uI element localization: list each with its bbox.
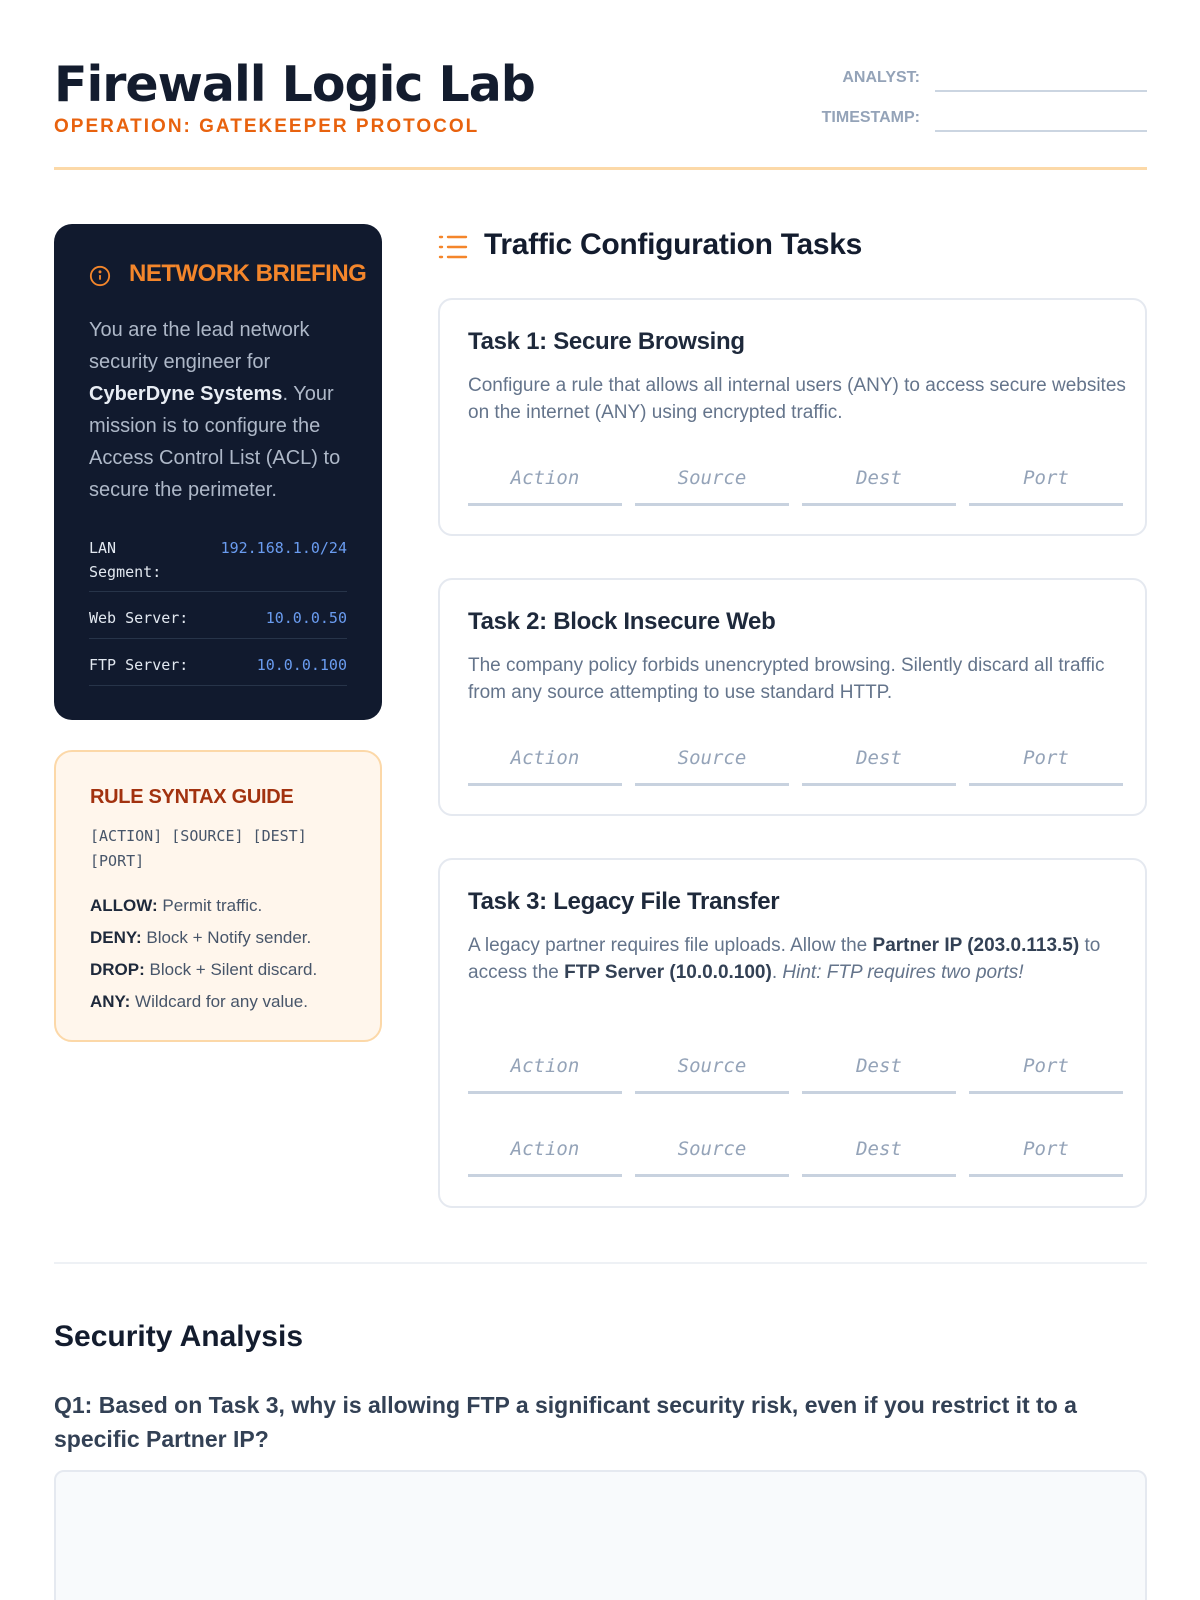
- rule-row: [468, 1038, 1124, 1094]
- dest-field[interactable]: Dest: [802, 730, 956, 786]
- task-desc-text: to access the: [468, 935, 1101, 983]
- source-field[interactable]: Source: [635, 1038, 789, 1094]
- rule-row: [468, 730, 1124, 786]
- syntax-term: ALLOW:: [90, 896, 158, 915]
- task-title: Task 1: Secure Browsing: [468, 328, 745, 355]
- syntax-desc: Wildcard for any value.: [130, 992, 308, 1011]
- dest-field[interactable]: Dest: [802, 1121, 956, 1177]
- briefing-text-end: . Your mission is to configure the Access Control List (ACL) to secure the perimeter.: [89, 383, 341, 501]
- briefing-text: [89, 314, 351, 506]
- dest-field[interactable]: Dest: [802, 450, 956, 506]
- network-briefing-card: [54, 224, 382, 720]
- task-description: [468, 932, 1128, 986]
- task-description: Configure a rule that allows all internal users (ANY) to access secure websites on the internet (ANY) using encrypted traffic.: [468, 375, 1126, 423]
- answer-box[interactable]: [54, 1470, 1147, 1600]
- task-hint: Hint: FTP requires two ports!: [782, 962, 1024, 983]
- list-icon: [438, 234, 468, 260]
- syntax-title: RULE SYNTAX GUIDE: [90, 786, 294, 808]
- syntax-desc: Block + Notify sender.: [141, 928, 312, 947]
- port-field[interactable]: Port: [969, 450, 1123, 506]
- timestamp-row: [787, 102, 1147, 142]
- company-name: CyberDyne Systems: [89, 383, 283, 405]
- syntax-item: [90, 890, 360, 922]
- briefing-title: NETWORK BRIEFING: [129, 260, 367, 287]
- network-label: LAN Segment:: [89, 539, 162, 581]
- analyst-field[interactable]: [935, 90, 1147, 92]
- network-row: [89, 639, 347, 686]
- syntax-desc: Permit traffic.: [157, 896, 263, 915]
- network-table: [89, 532, 347, 686]
- briefing-text-start: You are the lead network security engineer for: [89, 319, 310, 373]
- task-card-2: [438, 578, 1147, 816]
- rule-syntax-guide: [54, 750, 382, 1042]
- task-title: Task 3: Legacy File Transfer: [468, 888, 780, 915]
- task-card-1: [438, 298, 1147, 536]
- network-row: [89, 592, 347, 639]
- syntax-term: ANY:: [90, 992, 131, 1011]
- timestamp-field[interactable]: [935, 130, 1147, 132]
- source-field[interactable]: Source: [635, 730, 789, 786]
- dest-field[interactable]: Dest: [802, 1038, 956, 1094]
- action-field[interactable]: Action: [468, 730, 622, 786]
- network-value: 192.168.1.0/24: [220, 539, 347, 557]
- info-icon: [89, 265, 111, 287]
- action-field[interactable]: Action: [468, 1121, 622, 1177]
- page-header: [54, 52, 1147, 170]
- task-card-3: [438, 858, 1147, 1208]
- port-field[interactable]: Port: [969, 730, 1123, 786]
- port-field[interactable]: Port: [969, 1121, 1123, 1177]
- syntax-item: [90, 954, 360, 986]
- rule-row: [468, 1121, 1124, 1177]
- syntax-item: [90, 922, 360, 954]
- worksheet-page: [54, 0, 1147, 1600]
- network-label: Web Server:: [89, 609, 189, 627]
- question-1: Q1: Based on Task 3, why is allowing FTP a significant security risk, even if you restrict it to a specific Partner IP?: [54, 1392, 1077, 1452]
- syntax-term: DROP:: [90, 960, 145, 979]
- network-value: 10.0.0.50: [265, 609, 347, 627]
- page-subtitle: OPERATION: GATEKEEPER PROTOCOL: [54, 116, 480, 137]
- section-divider: [54, 1262, 1147, 1264]
- partner-ip: Partner IP (203.0.113.5): [872, 935, 1080, 956]
- action-field[interactable]: Action: [468, 1038, 622, 1094]
- syntax-list: [90, 890, 360, 1018]
- port-field[interactable]: Port: [969, 1038, 1123, 1094]
- timestamp-label: TIMESTAMP:: [821, 109, 920, 126]
- rule-row: [468, 450, 1124, 506]
- network-value: 10.0.0.100: [256, 656, 347, 674]
- ftp-server: FTP Server (10.0.0.100): [564, 962, 772, 983]
- tasks-title: Traffic Configuration Tasks: [484, 228, 863, 261]
- page-title: Firewall Logic Lab: [54, 56, 535, 113]
- task-description: The company policy forbids unencrypted browsing. Silently discard all traffic from any source attempting to use standard HTTP.: [468, 655, 1105, 703]
- syntax-desc: Block + Silent discard.: [144, 960, 318, 979]
- analysis-title: Security Analysis: [54, 1320, 304, 1353]
- syntax-term: DENY:: [90, 928, 142, 947]
- source-field[interactable]: Source: [635, 450, 789, 506]
- syntax-format: [ACTION] [SOURCE] [DEST] [PORT]: [90, 827, 307, 870]
- task-desc-text: .: [771, 962, 783, 983]
- task-title: Task 2: Block Insecure Web: [468, 608, 776, 635]
- analyst-row: [787, 62, 1147, 102]
- syntax-item: [90, 986, 360, 1018]
- task-desc-text: A legacy partner requires file uploads. Allow the: [468, 935, 873, 956]
- source-field[interactable]: Source: [635, 1121, 789, 1177]
- analyst-label: ANALYST:: [842, 69, 920, 86]
- network-label: FTP Server:: [89, 656, 189, 674]
- network-row: [89, 532, 347, 592]
- action-field[interactable]: Action: [468, 450, 622, 506]
